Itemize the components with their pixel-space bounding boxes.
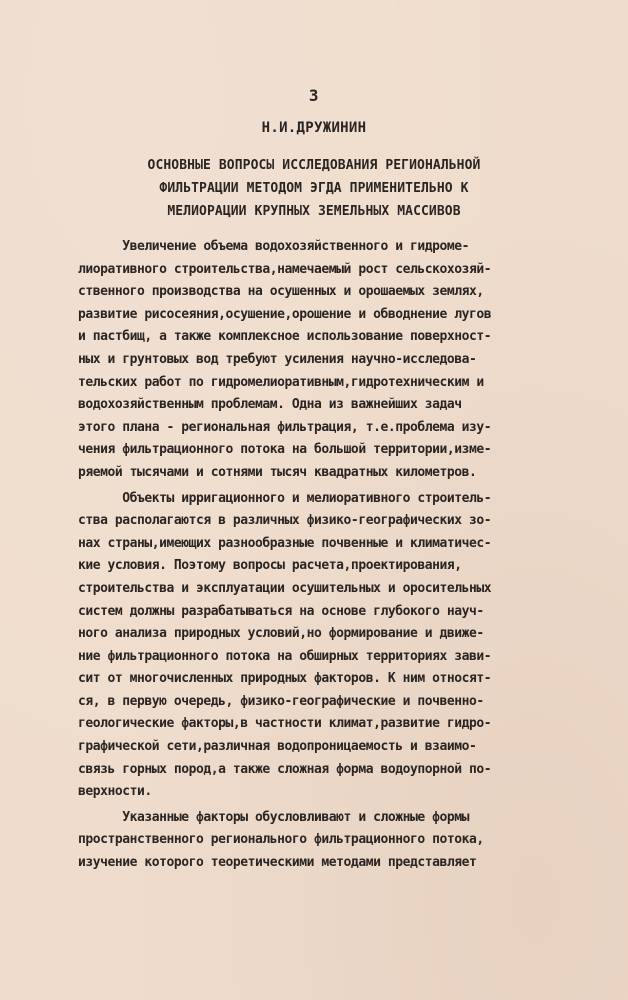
text-line: ства располагаются в различных физико-географических зо-: [78, 513, 492, 529]
page-number: 3: [308, 86, 320, 105]
text-line: верхности.: [78, 784, 152, 800]
text-line: строительства и эксплуатации осушительных и оросительных: [78, 580, 492, 596]
text-line: этого плана - региональная фильтрация, т.е.проблема изу-: [78, 419, 492, 435]
text-line: тельских работ по гидромелиоративным,гидротехническим и: [78, 374, 484, 390]
paragraph-3: [78, 807, 548, 875]
text-line: геологические факторы,в частности климат,развитие гидро-: [78, 716, 492, 732]
text-line: и пастбищ, а также комплексное использование поверхност-: [78, 329, 492, 345]
text-line: водохозяйственным проблемам. Одна из важнейших задач: [78, 397, 462, 413]
body-text: [78, 236, 548, 875]
text-line: ственного производства на осушенных и орошаемых землях,: [78, 284, 484, 300]
text-line: ряемой тысячами и сотнями тысяч квадратных километров.: [78, 464, 477, 480]
text-line: изучение которого теоретическими методами представляет: [78, 855, 477, 871]
text-line: ся, в первую очередь, физико-географические и почвенно-: [78, 693, 484, 709]
text-line: связь горных пород,а также сложная форма водоупорной по-: [78, 761, 492, 777]
paragraph-2: [78, 488, 548, 804]
text-line: пространственного регионального фильтрационного потока,: [78, 832, 484, 848]
title-line: ФИЛЬТРАЦИИ МЕТОДОМ ЭГДА ПРИМЕНИТЕЛЬНО К: [159, 181, 469, 196]
text-line: систем должны разрабатываться на основе глубокого науч-: [78, 603, 484, 619]
article-title: [0, 154, 628, 223]
text-line: кие условия. Поэтому вопросы расчета,проектирования,: [78, 558, 462, 574]
paragraph-1: [78, 236, 548, 485]
text-line: нах страны,имеющих разнообразные почвенные и климатичес-: [78, 535, 492, 551]
text-line: сит от многочисленных природных факторов. К ним относят-: [78, 671, 492, 687]
title-line: МЕЛИОРАЦИИ КРУПНЫХ ЗЕМЕЛЬНЫХ МАССИВОВ: [167, 204, 461, 219]
text-line: ние фильтрационного потока на обширных территориях зави-: [78, 648, 492, 664]
text-line: чения фильтрационного потока на большой территории,изме-: [78, 442, 492, 458]
text-line: Увеличение объема водохозяйственного и гидроме-: [78, 239, 469, 254]
text-line: ного анализа природных условий,но формирование и движе-: [78, 626, 484, 642]
title-line: ОСНОВНЫЕ ВОПРОСЫ ИССЛЕДОВАНИЯ РЕГИОНАЛЬНОЙ: [147, 158, 481, 173]
text-line: Объекты ирригационного и мелиоративного строитель-: [78, 490, 492, 506]
text-line: лиоративного строительства,намечаемый рост сельскохозяй-: [78, 261, 492, 277]
text-line: Указанные факторы обусловливают и сложные формы: [78, 809, 469, 825]
text-line: развитие рисосеяния,осушение,орошение и обводнение лугов: [78, 306, 492, 322]
author-name: Н.И.ДРУЖИНИН: [261, 120, 367, 136]
text-line: графической сети,различная водопроницаемость и взаимо-: [78, 739, 477, 755]
text-line: ных и грунтовых вод требуют усиления научно-исследова-: [78, 351, 477, 367]
